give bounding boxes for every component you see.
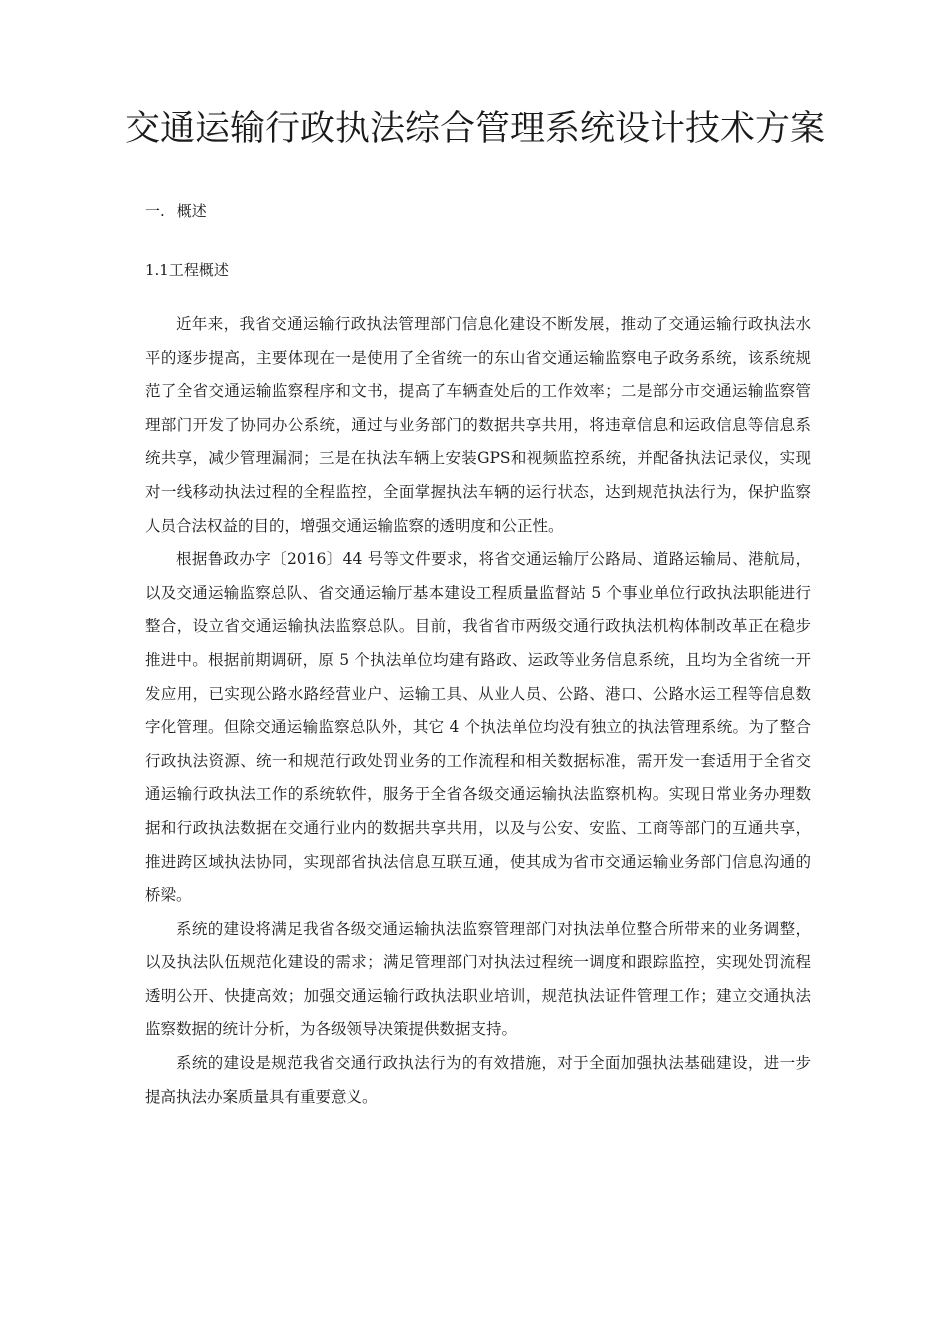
section-heading-overview — [145, 200, 207, 222]
section-label: 概述 — [176, 202, 207, 220]
body-text — [145, 308, 811, 1114]
subsection-heading-project-overview: 1.1工程概述 — [145, 261, 229, 279]
paragraph-1: 近年来，我省交通运输行政执法管理部门信息化建设不断发展，推动了交通运输行政执法水平的逐步提高，主要体现在一是使用了全省统一的东山省交通运输监察电子政务系统，该系统规范了全省交通运输监察程序和文书，提高了车辆查处后的工作效率；二是部分市交通运输监察管理部门开发了协同办公系统，通过与业务部门的数据共享共用，将违章信息和运政信息等信息系统共享，减少管理漏洞；三是在执法车辆上安装GPS和视频监控系统，并配备执法记录仪，实现对一线移动执法过程的全程监控，全面掌握执法车辆的运行状态，达到规范执法行为，保护监察人员合法权益的目的，增强交通运输监察的透明度和公正性。 — [145, 315, 811, 535]
section-number: 一. — [145, 202, 165, 220]
document-title: 交通运输行政执法综合管理系统设计技术方案 — [124, 109, 825, 149]
paragraph-3: 系统的建设将满足我省各级交通运输执法监察管理部门对执法单位整合所带来的业务调整，以及执法队伍规范化建设的需求；满足管理部门对执法过程统一调度和跟踪监控，实现处罚流程透明公开、快捷高效；加强交通运输行政执法职业培训，规范执法证件管理工作；建立交通执法监察数据的统计分析，为各级领导决策提供数据支持。 — [145, 919, 811, 1039]
paragraph-4: 系统的建设是规范我省交通行政执法行为的有效措施，对于全面加强执法基础建设，进一步提高执法办案质量具有重要意义。 — [145, 1054, 811, 1106]
paragraph-2: 根据鲁政办字〔2016〕44 号等文件要求，将省交通运输厅公路局、道路运输局、港航局，以及交通运输监察总队、省交通运输厅基本建设工程质量监督站 5 个事业单位行政执法职能进行整合，设立省交通运输执法监察总队。目前，我省省市两级交通行政执法机构体制改革正在稳步推进中。根据前期调研，原 5 个执法单位均建有路政、运政等业务信息系统，且均为全省统一开发应用，已实现公路水路经营业户、运输工具、从业人员、公路、港口、公路水运工程等信息数字化管理。但除交通运输监察总队外，其它 4 个执法单位均没有独立的执法管理系统。为了整合行政执法资源、统一和规范行政处罚业务的工作流程和相关数据标准，需开发一套适用于全省交通运输行政执法工作的系统软件，服务于全省各级交通运输执法监察机构。实现日常业务办理数据和行政执法数据在交通行业内的数据共享共用，以及与公安、安监、工商等部门的互通共享，推进跨区域执法协同，实现部省执法信息互联互通，使其成为省市交通运输业务部门信息沟通的桥梁。 — [145, 550, 811, 905]
